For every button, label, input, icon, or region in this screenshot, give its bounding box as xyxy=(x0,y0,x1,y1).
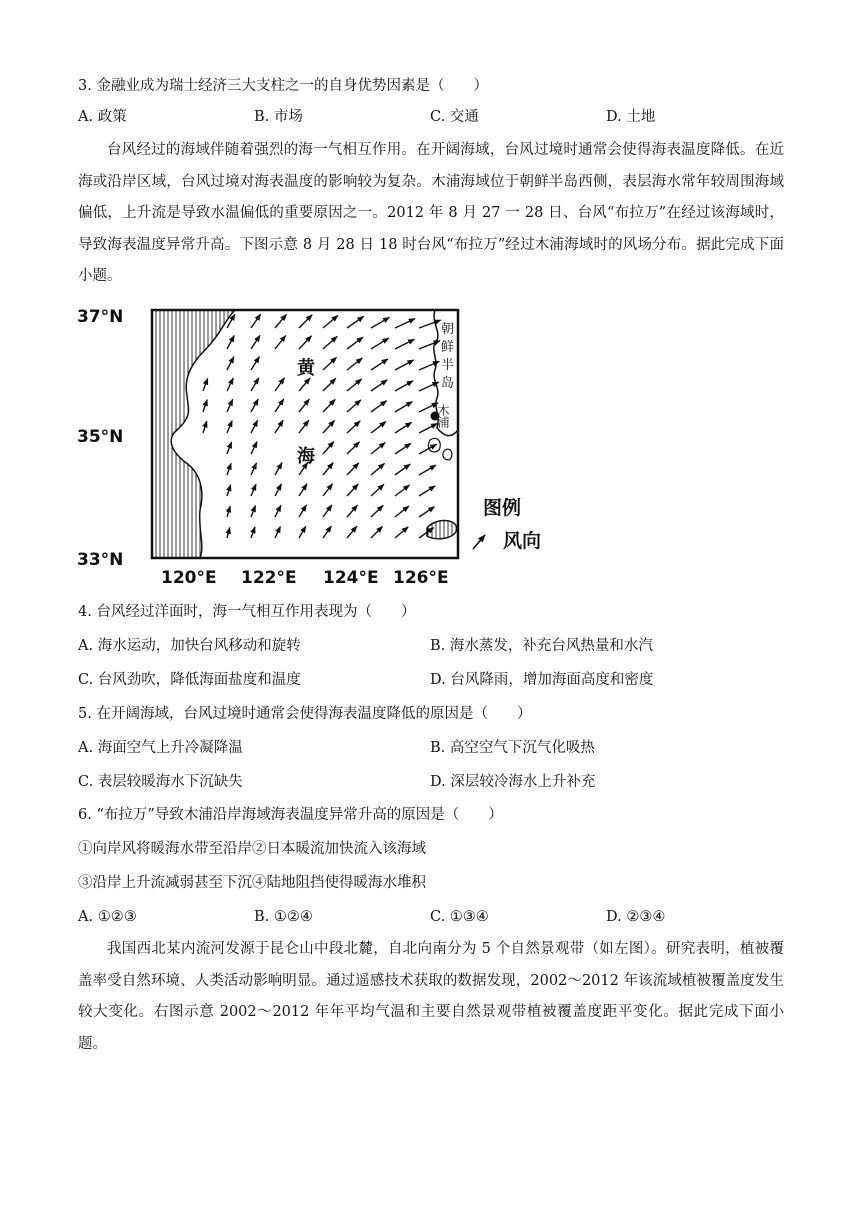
wind-arrow xyxy=(371,463,385,475)
wind-arrow xyxy=(395,485,410,496)
wind-arrow xyxy=(251,484,256,496)
wind-arrow xyxy=(347,337,363,349)
wind-arrow xyxy=(299,505,306,517)
wind-arrow xyxy=(419,382,439,391)
q5-option-a[interactable]: A. 海面空气上升冷凝降温 xyxy=(78,740,243,756)
wind-arrow xyxy=(395,506,409,517)
wind-arrows xyxy=(203,314,441,538)
wind-arrow xyxy=(347,421,360,433)
wind-arrow xyxy=(227,336,234,350)
question-6-stem: 6. “布拉万”导致木浦沿岸海域海表温度异常升高的原因是（ ） xyxy=(78,807,503,823)
sea-label-hai: 海 xyxy=(297,446,315,467)
wind-arrow xyxy=(251,420,258,433)
peninsula-label-1: 朝 xyxy=(441,322,455,337)
wind-arrow xyxy=(227,399,233,412)
q4-option-c[interactable]: C. 台风劲吹，降低海面盐度和温度 xyxy=(78,672,301,688)
wind-arrow xyxy=(299,526,306,538)
legend-arrow-icon xyxy=(473,535,485,549)
wind-arrow xyxy=(251,335,260,349)
q3-option-a[interactable]: A. 政策 xyxy=(78,109,127,125)
q6-items-line-2: ③沿岸上升流减弱甚至下沉④陆地阻挡使得暖海水堆积 xyxy=(78,875,426,891)
q4-option-a[interactable]: A. 海水运动，加快台风移动和旋转 xyxy=(78,638,301,654)
lat-label-37: 37°N xyxy=(77,307,124,327)
wind-arrow xyxy=(323,336,337,349)
legend-item: 风向 xyxy=(503,530,542,552)
wind-arrow xyxy=(323,463,333,475)
wind-arrow xyxy=(371,505,383,517)
wind-arrow xyxy=(347,484,358,496)
wind-arrow xyxy=(395,402,412,412)
q5-option-d[interactable]: D. 深层较冷海水上升补充 xyxy=(430,774,596,790)
china-land xyxy=(152,310,235,558)
wind-arrow xyxy=(419,486,435,496)
wind-arrow xyxy=(227,506,230,517)
wind-arrow xyxy=(251,378,259,391)
peninsula-label-4: 岛 xyxy=(441,376,455,391)
legend-title: 图例 xyxy=(483,497,522,519)
wind-arrow xyxy=(275,314,286,328)
wind-field-map xyxy=(75,300,565,590)
q3-option-d[interactable]: D. 土地 xyxy=(606,109,656,125)
wind-arrow xyxy=(323,357,337,370)
q5-option-c[interactable]: C. 表层较暖海水下沉缺失 xyxy=(78,774,243,790)
wind-arrow xyxy=(275,336,286,350)
q6-option-a[interactable]: A. ①②③ xyxy=(78,909,137,925)
wind-arrow xyxy=(323,526,331,538)
q6-option-b[interactable]: B. ①②④ xyxy=(254,909,313,925)
peninsula-label-2: 鲜 xyxy=(441,340,455,355)
wind-arrow xyxy=(275,527,280,539)
wind-arrow xyxy=(227,463,231,475)
question-4-stem: 4. 台风经过洋面时，海一气相互作用表现为（ ） xyxy=(78,604,416,620)
wind-arrow xyxy=(251,463,257,475)
wind-arrow xyxy=(251,314,261,328)
wind-arrow xyxy=(347,316,364,328)
wind-arrow xyxy=(323,442,334,455)
q6-items-line-1: ①向岸风将暖海水带至沿岸②日本暖流加快流入该海域 xyxy=(78,841,426,857)
wind-arrow xyxy=(347,526,357,538)
q6-option-c[interactable]: C. ①③④ xyxy=(430,909,489,925)
wind-arrow xyxy=(323,316,338,329)
mokpo-label: 木浦 xyxy=(436,404,450,428)
wind-arrow xyxy=(251,506,256,517)
peninsula-label-3: 半 xyxy=(441,358,455,373)
wind-arrow xyxy=(371,527,383,539)
wind-arrow xyxy=(275,505,281,517)
lon-label-124: 124°E xyxy=(323,568,379,588)
wind-arrow xyxy=(371,359,388,370)
wind-arrow xyxy=(203,421,207,433)
lat-label-33: 33°N xyxy=(77,550,124,570)
wind-arrow xyxy=(203,400,207,412)
wind-arrow xyxy=(227,357,234,370)
wind-arrow xyxy=(347,400,361,412)
q4-option-d[interactable]: D. 台风降雨，增加海面高度和密度 xyxy=(430,672,654,688)
q3-option-c[interactable]: C. 交通 xyxy=(430,109,479,125)
wind-arrow xyxy=(227,485,231,496)
wind-arrow xyxy=(203,378,208,391)
wind-arrow xyxy=(371,443,385,455)
wind-arrow xyxy=(251,399,258,412)
wind-arrow xyxy=(299,420,309,433)
wind-arrow xyxy=(227,442,232,454)
wind-arrow xyxy=(251,442,257,454)
passage-inland-river: 我国西北某内流河发源于昆仑山中段北麓，自北向南分为 5 个自然景观带（如左图）。研究表明，植被覆盖率受自然环境、人类活动影响明显。通过遥感技术获取的数据发现，2002～2012 年该流域植被覆盖度发生较大变化。右图示意 2002～2012 年年平均气温和主要自然景观带植被覆盖度距平变化。据此完成下面小题。 xyxy=(78,941,784,1052)
wind-arrow xyxy=(395,339,414,349)
lon-label-126: 126°E xyxy=(393,568,449,588)
wind-arrow xyxy=(251,357,259,370)
wind-arrow xyxy=(323,505,332,517)
wind-arrow xyxy=(227,421,232,433)
wind-arrow xyxy=(299,315,312,328)
wind-arrow xyxy=(371,484,384,496)
q3-option-b[interactable]: B. 市场 xyxy=(254,109,303,125)
q6-option-d[interactable]: D. ②③④ xyxy=(606,909,666,925)
wind-arrow xyxy=(395,422,412,433)
lon-label-122: 122°E xyxy=(241,568,297,588)
wind-arrow xyxy=(419,507,435,517)
wind-arrow xyxy=(371,317,389,328)
passage-typhoon: 台风经过的海域伴随着强烈的海一气相互作用。在开阔海域，台风过境时通常会使得海表温度降低。在近海或沿岸区域，台风过境对海表温度的影响较为复杂。木浦海域位于朝鲜半岛西侧，表层海水常年较周围海域偏低，上升流是导致水温偏低的重要原因之一。2012 年 8 月 27 一 28 日、台风“布拉万”在经过该海域时，导致海表温度异常升高。下图示意 8 月 28 日 18 时台风“布拉万”经过木浦海域时的风场分布。据此完成下面小题。 xyxy=(78,142,784,284)
lat-label-35: 35°N xyxy=(77,427,124,447)
wind-arrow xyxy=(395,527,408,538)
wind-arrow xyxy=(347,505,358,517)
wind-arrow xyxy=(371,338,389,349)
wind-arrow xyxy=(323,421,335,434)
wind-arrow xyxy=(299,378,310,391)
wind-arrow xyxy=(227,378,233,391)
wind-arrow xyxy=(395,381,413,391)
wind-arrow xyxy=(371,422,386,433)
question-3-stem: 3. 金融业成为瑞士经济三大支柱之一的自身优势因素是（ ） xyxy=(78,78,488,94)
wind-arrow xyxy=(395,443,411,454)
wind-arrow xyxy=(227,528,230,539)
wind-arrow xyxy=(395,319,415,328)
lon-label-120: 120°E xyxy=(161,568,217,588)
wind-arrow xyxy=(275,463,282,475)
wind-arrow xyxy=(419,465,436,475)
wind-arrow xyxy=(371,380,387,391)
wind-arrow xyxy=(395,464,410,475)
q4-option-b[interactable]: B. 海水蒸发，补充台风热量和水汽 xyxy=(430,638,653,654)
wind-arrow xyxy=(347,358,362,370)
wind-arrow xyxy=(323,378,336,391)
wind-arrow xyxy=(419,424,437,434)
wind-arrow xyxy=(371,401,387,412)
wind-arrow xyxy=(323,484,333,496)
q5-option-b[interactable]: B. 高空空气下沉气化吸热 xyxy=(430,740,595,756)
wind-arrow xyxy=(275,420,283,433)
wind-arrow xyxy=(395,360,414,370)
wind-arrow xyxy=(299,484,307,496)
wind-arrow xyxy=(275,399,284,412)
wind-arrow xyxy=(299,336,312,349)
wind-arrow xyxy=(275,378,284,391)
wind-arrow xyxy=(299,399,309,412)
wind-arrow xyxy=(251,527,255,538)
question-5-stem: 5. 在开阔海域，台风过境时通常会使得海表温度降低的原因是（ ） xyxy=(78,706,532,722)
wind-arrow xyxy=(347,463,359,475)
wind-arrow xyxy=(347,379,362,391)
wind-arrow xyxy=(347,442,360,454)
wind-arrow xyxy=(323,399,335,412)
wind-arrow xyxy=(275,484,281,496)
sea-label-huang: 黄 xyxy=(297,358,315,379)
